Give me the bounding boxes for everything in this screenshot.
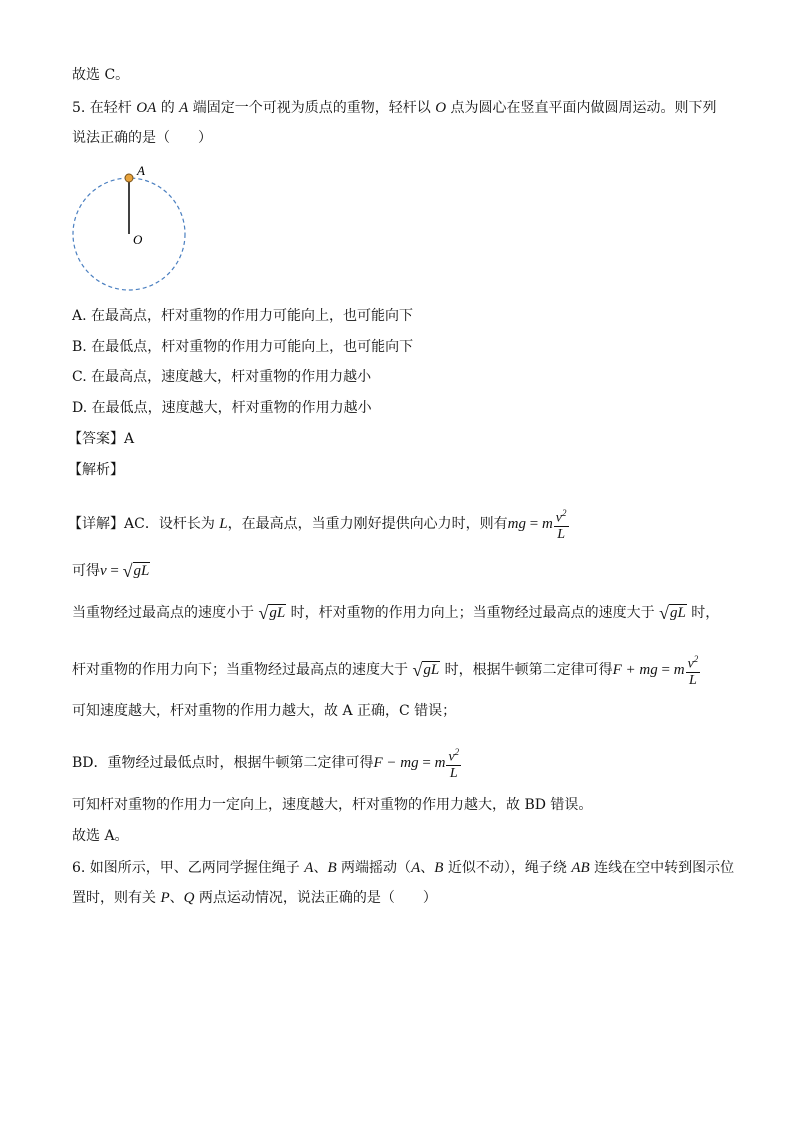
prev-answer-line bbox=[72, 65, 129, 85]
var-ab: AB bbox=[571, 860, 590, 876]
text: 连线在空中转到图示位 bbox=[589, 860, 735, 876]
radical-sign: √ bbox=[122, 561, 133, 581]
text: 端固定一个可视为质点的重物，轻杆以 bbox=[188, 100, 436, 116]
var-l: L bbox=[219, 515, 228, 532]
text: 点为圆心在竖直平面内做圆周运动。则下列 bbox=[446, 100, 717, 116]
label-a: A bbox=[137, 166, 145, 178]
math-l: L bbox=[446, 765, 461, 781]
math-m: m bbox=[541, 515, 553, 532]
math-v: v bbox=[687, 656, 694, 672]
math-sup: 2 bbox=[454, 747, 460, 757]
radical-sign: √ bbox=[659, 603, 669, 623]
text: 两点运动情况，说法正确的是（ ） bbox=[194, 890, 437, 906]
math-sup: 2 bbox=[693, 654, 699, 664]
math-v: v bbox=[448, 749, 455, 765]
math-f-minus-mg: F − mg bbox=[373, 754, 419, 771]
answer-label: 【答案】A bbox=[68, 431, 135, 447]
mass-point bbox=[125, 174, 133, 182]
sqrt-gl bbox=[258, 603, 286, 623]
math-m: m bbox=[673, 661, 685, 678]
fraction-v2-over-l bbox=[554, 506, 569, 542]
question-6-line-1 bbox=[72, 858, 734, 878]
analysis-label: 【解析】 bbox=[68, 462, 124, 478]
text: 时，根据牛顿第二定律可得 bbox=[440, 661, 613, 678]
detail-line-7: 可知杆对重物的作用力一定向上，速度越大，杆对重物的作用力越大，故 BD 错误。 bbox=[72, 797, 593, 813]
text: 时，杆对重物的作用力向上；当重物经过最高点的速度大于 bbox=[286, 605, 660, 621]
option-d: D. 在最低点，速度越大，杆对重物的作用力越小 bbox=[72, 400, 372, 416]
math-eq: = bbox=[418, 754, 435, 771]
detail-line-5: 可知速度越大，杆对重物的作用力越大，故 A 正确，C 错误； bbox=[72, 703, 457, 719]
math-eq: = bbox=[106, 563, 123, 579]
var-b: B bbox=[327, 860, 337, 876]
text: 可得 bbox=[72, 563, 100, 579]
sqrt-gl bbox=[123, 561, 151, 581]
var-oa: OA bbox=[136, 100, 157, 116]
text: 6. 如图所示，甲、乙两同学握住绳子 bbox=[72, 860, 305, 876]
text: 、 bbox=[169, 890, 184, 906]
sqrt-gl bbox=[659, 603, 687, 623]
text: 5. 在轻杆 bbox=[72, 100, 137, 116]
text: 、 bbox=[420, 860, 435, 876]
math-mg: mg bbox=[507, 515, 526, 532]
radical-sign: √ bbox=[412, 659, 423, 680]
text: 当重物经过最高点的速度小于 bbox=[72, 605, 259, 621]
math-eq: = bbox=[657, 661, 674, 678]
text: 时， bbox=[686, 605, 720, 621]
text: 置时，则有关 bbox=[72, 890, 161, 906]
text: 、 bbox=[313, 860, 328, 876]
var-q: Q bbox=[183, 890, 195, 906]
question-6-line-2 bbox=[72, 888, 437, 908]
text: BD．重物经过最低点时，根据牛顿第二定律可得 bbox=[72, 754, 374, 771]
text: ，在最高点，当重力刚好提供向心力时，则有 bbox=[227, 515, 508, 532]
text: 的 bbox=[156, 100, 180, 116]
var-o: O bbox=[435, 100, 447, 116]
option-c: C. 在最高点，速度越大，杆对重物的作用力越小 bbox=[72, 369, 372, 385]
var-a: A bbox=[411, 860, 421, 876]
detail-line-8: 故选 A。 bbox=[72, 828, 129, 844]
radical-sign: √ bbox=[258, 603, 269, 623]
math-v: v bbox=[100, 563, 107, 579]
math-v: v bbox=[555, 510, 562, 526]
detail-line-4 bbox=[72, 652, 701, 688]
text: 近似不动），绳子绕 bbox=[443, 860, 572, 876]
math-gl: gL bbox=[669, 605, 686, 621]
var-a: A bbox=[179, 100, 189, 116]
sqrt-gl bbox=[412, 660, 440, 680]
math-sup: 2 bbox=[562, 508, 567, 518]
circle-figure bbox=[70, 166, 200, 296]
var-a: A bbox=[304, 860, 314, 876]
fraction-v2-over-l bbox=[686, 652, 701, 688]
question-5-line-1 bbox=[72, 98, 717, 118]
math-gl: gL bbox=[423, 661, 440, 678]
text: 故选 C。 bbox=[72, 67, 130, 83]
text: 【详解】AC．设杆长为 bbox=[68, 515, 220, 532]
detail-line-6 bbox=[72, 745, 462, 781]
detail-line-1 bbox=[68, 506, 570, 542]
math-l: L bbox=[686, 672, 701, 688]
math-gl: gL bbox=[269, 605, 286, 621]
question-5-line-2 bbox=[72, 128, 212, 148]
fraction-v2-over-l bbox=[446, 745, 461, 781]
text: 两端摇动（ bbox=[336, 860, 412, 876]
option-b: B. 在最低点，杆对重物的作用力可能向上，也可能向下 bbox=[72, 339, 414, 355]
text: 说法正确的是（ ） bbox=[72, 130, 212, 146]
math-f-plus-mg: F + mg bbox=[612, 661, 658, 678]
detail-line-3 bbox=[72, 603, 719, 623]
math-gl: gL bbox=[133, 563, 150, 579]
var-p: P bbox=[160, 890, 170, 906]
math-eq: = bbox=[525, 515, 542, 532]
label-o: O bbox=[133, 232, 143, 247]
var-b: B bbox=[434, 860, 444, 876]
detail-line-2 bbox=[72, 561, 150, 581]
math-l: L bbox=[554, 526, 569, 542]
option-a: A. 在最高点，杆对重物的作用力可能向上，也可能向下 bbox=[72, 308, 414, 324]
math-m: m bbox=[434, 754, 446, 771]
text: 杆对重物的作用力向下；当重物经过最高点的速度大于 bbox=[72, 661, 413, 678]
